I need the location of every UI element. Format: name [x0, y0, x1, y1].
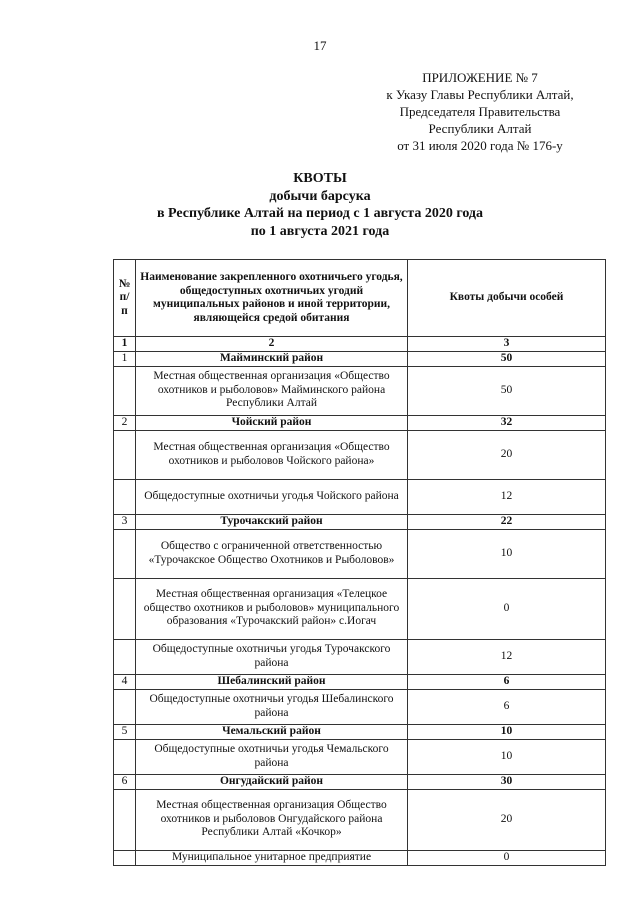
district-name: Шебалинский район — [136, 674, 408, 689]
district-quota: 22 — [408, 514, 606, 529]
title-line: в Республике Алтай на период с 1 августа 2020 года — [156, 206, 484, 221]
hunting-ground-quota: 6 — [408, 689, 606, 724]
title-line: добычи барсука — [269, 188, 371, 204]
hunting-ground-name: Общедоступные охотничьи угодья Чойского района — [136, 479, 408, 514]
table-row — [114, 689, 606, 724]
column-number: 1 — [114, 337, 136, 352]
district-row — [114, 415, 606, 430]
hunting-ground-quota: 0 — [408, 578, 606, 639]
hunting-ground-quota: 0 — [408, 850, 606, 865]
district-name: Чойский район — [136, 415, 408, 430]
hunting-ground-name: Местная общественная организация «Общество охотников и рыболовов» Майминского района Республики Алтай — [136, 366, 408, 415]
hunting-ground-name: Местная общественная организация «Телецкое общество охотников и рыболовов» муниципального образования «Турочакский район» с.Иогач — [136, 578, 408, 639]
district-quota: 50 — [408, 351, 606, 366]
district-quota: 30 — [408, 774, 606, 789]
hunting-ground-quota: 50 — [408, 366, 606, 415]
column-numbers-row — [114, 337, 606, 352]
header-quota: Квоты добычи особей — [408, 260, 606, 337]
hunting-ground-name: Муниципальное унитарное предприятие — [136, 850, 408, 865]
title-line: по 1 августа 2021 года — [250, 223, 390, 239]
hunting-ground-quota: 12 — [408, 639, 606, 674]
hunting-ground-quota: 20 — [408, 789, 606, 850]
district-number: 3 — [114, 514, 136, 529]
hunting-ground-quota: 10 — [408, 739, 606, 774]
district-row — [114, 351, 606, 366]
appendix-line: к Указу Главы Республики Алтай, — [386, 87, 574, 102]
hunting-ground-name: Местная общественная организация Общество охотников и рыболовов Онгудайского района Республики Алтай «Кочкор» — [136, 789, 408, 850]
hunting-ground-name: Местная общественная организация «Общество охотников и рыболовов Чойского района» — [136, 430, 408, 479]
column-number: 2 — [136, 337, 408, 352]
document-title — [0, 170, 640, 240]
district-row — [114, 514, 606, 529]
district-number: 5 — [114, 724, 136, 739]
table-row — [114, 789, 606, 850]
district-quota: 6 — [408, 674, 606, 689]
district-number: 4 — [114, 674, 136, 689]
district-row — [114, 724, 606, 739]
appendix-line: от 31 июля 2020 года № 176-у — [397, 138, 563, 153]
table-row — [114, 739, 606, 774]
table-header-row — [114, 260, 606, 337]
quota-table — [113, 259, 606, 866]
table-row — [114, 578, 606, 639]
district-name: Онгудайский район — [136, 774, 408, 789]
hunting-ground-name: Общедоступные охотничьи угодья Турочакского района — [136, 639, 408, 674]
title-line: КВОТЫ — [293, 171, 347, 186]
hunting-ground-name: Общедоступные охотничьи угодья Шебалинского района — [136, 689, 408, 724]
district-name: Чемальский район — [136, 724, 408, 739]
table-row — [114, 639, 606, 674]
district-name: Майминский район — [136, 351, 408, 366]
appendix-line: Председателя Правительства — [399, 104, 561, 119]
hunting-ground-name: Общедоступные охотничьи угодья Чемальского района — [136, 739, 408, 774]
table-row — [114, 479, 606, 514]
district-row — [114, 674, 606, 689]
district-name: Турочакский район — [136, 514, 408, 529]
hunting-ground-name: Общество с ограниченной ответственностью «Турочакское Общество Охотников и Рыболовов» — [136, 529, 408, 578]
appendix-line: Республики Алтай — [428, 121, 532, 136]
hunting-ground-quota: 12 — [408, 479, 606, 514]
district-number: 1 — [114, 351, 136, 366]
table-row — [114, 430, 606, 479]
table-row — [114, 850, 606, 865]
appendix-block — [345, 69, 615, 154]
table-row — [114, 366, 606, 415]
header-num: № п/п — [114, 260, 136, 337]
header-name: Наименование закрепленного охотничьего угодья, общедоступных охотничьих угодий муниципальных районов и иной территории, являющейся средой обитания — [136, 260, 408, 337]
district-number: 2 — [114, 415, 136, 430]
district-row — [114, 774, 606, 789]
table-row — [114, 529, 606, 578]
district-number: 6 — [114, 774, 136, 789]
hunting-ground-quota: 10 — [408, 529, 606, 578]
district-quota: 10 — [408, 724, 606, 739]
column-number: 3 — [408, 337, 606, 352]
district-quota: 32 — [408, 415, 606, 430]
hunting-ground-quota: 20 — [408, 430, 606, 479]
page-number: 17 — [313, 38, 327, 53]
appendix-line: ПРИЛОЖЕНИЕ № 7 — [422, 70, 538, 85]
